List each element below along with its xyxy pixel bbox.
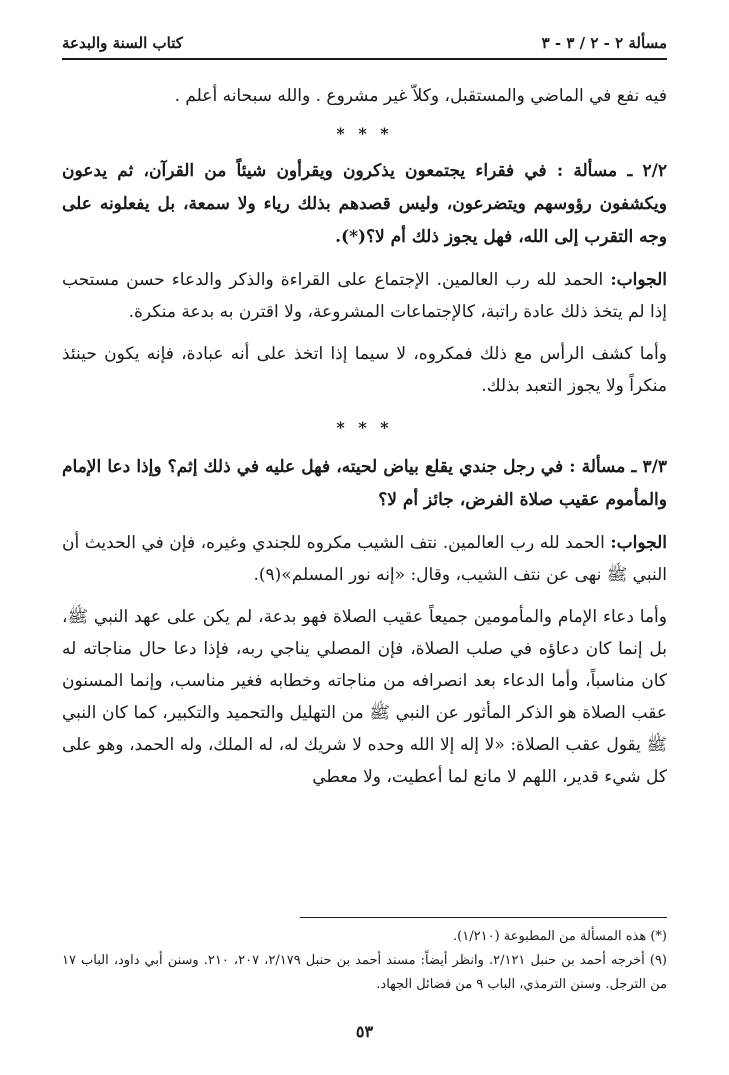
page-number: ٥٣ — [355, 1022, 374, 1041]
footnote-star: (*) هذه المسألة من المطبوعة (١/٢١٠). — [453, 929, 667, 944]
running-header — [62, 30, 667, 60]
answer-text: الحمد لله رب العالمين. نتف الشيب مكروه للجندي وغيره، فإن في الحديث أن النبي ﷺ نهى عن نتف الشيب، وقال: «إنه نور المسلم»(٩). — [62, 533, 667, 585]
footnote-divider — [300, 917, 667, 918]
answer-label: الجواب: — [610, 533, 667, 553]
footnote-9: (٩) أخرجه أحمد بن حنبل ٢/١٢١. وانظر أيضاً: مسند أحمد بن حنبل ٢/١٧٩، ٢٠٧، ٢١٠. وسنن أبي داود، الباب ١٧ من الترجل. وسنن الترمذي، الباب ٩ من فضائل الجهاد. — [62, 953, 667, 992]
paragraph-continuation: فيه نفع في الماضي والمستقبل، وكلاّ غير مشروع . والله سبحانه أعلم . — [174, 86, 667, 106]
answer-3-3 — [62, 527, 667, 591]
main-text — [62, 80, 667, 793]
answer-label: الجواب: — [610, 270, 667, 290]
header-book-title: كتاب السنة والبدعة — [62, 34, 183, 52]
answer-3-3-continued: وأما دعاء الإمام والمأمومين جميعاً عقيب الصلاة فهو بدعة، لم يكن على عهد النبي ﷺ، بل إنما كان دعاؤه في صلب الصلاة، فإن المصلي يناجي ربه، فإذا دعا حال مناجاته له كان مناسباً، وأما الدعاء بعد انصرافه من مناجاته وخطابه فغير مناسب، وإنما المسنون عقب الصلاة هو الذكر المأثور عن النبي ﷺ من التهليل والتحميد والتكبير، كما كان النبي ﷺ يقول عقب الصلاة: «لا إله إلا الله وحده لا شريك له، له الملك، وله الحمد، وهو على كل شيء قدير، اللهم لا مانع لما أعطيت، ولا معطي — [62, 607, 667, 787]
header-section-ref: مسألة ٢ - ٢ / ٣ - ٣ — [541, 34, 667, 52]
question-3-3: ٣/٣ ـ مسألة : في رجل جندي يقلع بياض لحيته، فهل عليه في ذلك إثم؟ وإذا دعا الإمام والمأموم عقيب صلاة الفرض، جائز أم لا؟ — [62, 457, 667, 510]
question-2-2: ٢/٢ ـ مسألة : في فقراء يجتمعون يذكرون ويقرأون شيئاً من القرآن، ثم يدعون ويكشفون رؤوسهم ويتضرعون، وليس قصدهم بذلك رياء ولا سمعة، بل يفعلونه على وجه التقرب إلى الله، فهل يجوز ذلك أم لا؟(*). — [62, 161, 667, 247]
answer-2-2-continued: وأما كشف الرأس مع ذلك فمكروه، لا سيما إذا اتخذ على أنه عبادة، فإنه يكون حينئذ منكراً ولا يجوز التعبد بذلك. — [62, 344, 667, 396]
answer-2-2 — [62, 264, 667, 328]
answer-text: الحمد لله رب العالمين. الإجتماع على القراءة والذكر والدعاء حسن مستحب إذا لم يتخذ ذلك عادة راتبة، كالإجتماعات المشروعة، ولا اقترن به بدعة منكرة. — [62, 270, 667, 322]
section-separator: * * * — [336, 418, 393, 437]
footnotes — [62, 925, 667, 997]
section-separator: * * * — [336, 124, 393, 143]
